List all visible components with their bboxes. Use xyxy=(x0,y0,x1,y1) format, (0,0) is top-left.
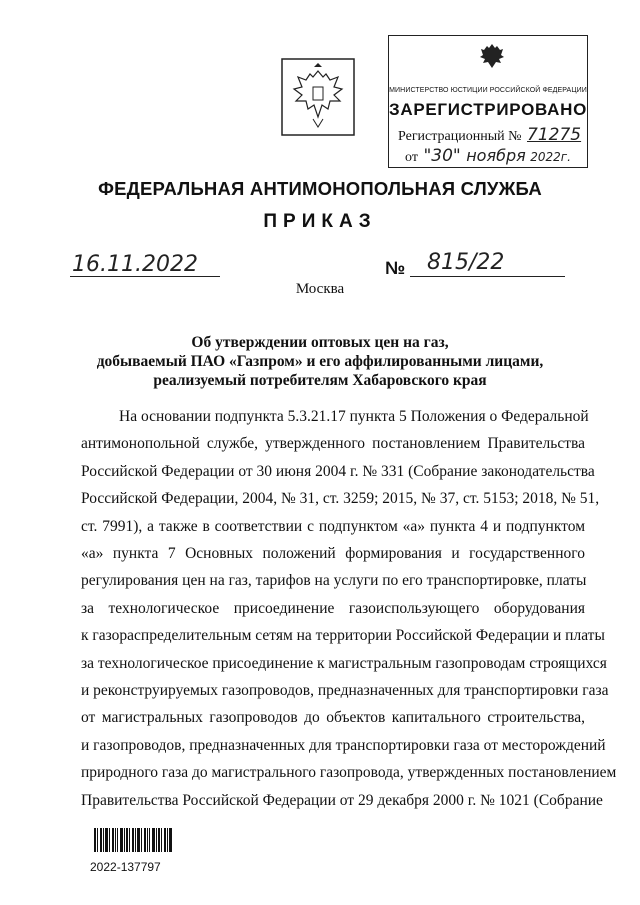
stamp-date-line xyxy=(405,146,571,166)
date-underline xyxy=(70,276,220,277)
stamp-eagle-icon xyxy=(480,40,504,70)
body-line: Правительства Российской Федерации от 29 декабря 2000 г. № 1021 (Собрание xyxy=(81,791,603,809)
body-line: природного газа до магистрального газопровода, утвержденных постановлением xyxy=(81,764,617,782)
body-line: антимонопольной службе, утвержденного постановлением Правительства xyxy=(81,435,585,453)
body-line: ст. 7991), а также в соответствии с подпунктом «а» пункта 4 и подпунктом xyxy=(81,517,585,535)
body-text xyxy=(81,403,617,814)
subject-line: реализуемый потребителям Хабаровского края xyxy=(153,372,487,389)
body-line: регулирования цен на газ, тарифов на услуги по его транспортировке, платы xyxy=(81,572,587,590)
stamp-date-day: "30" xyxy=(423,146,461,166)
number-underline xyxy=(410,276,565,277)
document-id: 2022-137797 xyxy=(90,860,161,874)
stamp-date-prefix: от xyxy=(405,150,418,165)
body-line: Российской Федерации от 30 июня 2004 г. № 331 (Собрание законодательства xyxy=(81,462,595,480)
body-line: «а» пункта 7 Основных положений формирования и государственного xyxy=(81,545,585,563)
coat-of-arms-emblem xyxy=(280,57,356,137)
subject-line: добываемый ПАО «Газпром» и его аффилированными лицами, xyxy=(96,353,544,370)
stamp-reg-number: 71275 xyxy=(527,125,582,145)
order-number-label: № xyxy=(385,258,406,278)
body-line: Российской Федерации, 2004, № 31, ст. 3259; 2015, № 37, ст. 5153; 2018, № 51, xyxy=(81,490,600,508)
barcode xyxy=(94,828,172,852)
order-subject xyxy=(0,333,640,390)
stamp-date-month: ноября xyxy=(466,146,526,165)
body-line: за технологическое присоединение газоиспользующего оборудования xyxy=(81,599,585,617)
agency-name: ФЕДЕРАЛЬНАЯ АНТИМОНОПОЛЬНАЯ СЛУЖБА xyxy=(98,178,542,199)
stamp-reg-line xyxy=(398,125,581,145)
document-type: ПРИКАЗ xyxy=(263,211,377,232)
stamp-reg-label: Регистрационный № xyxy=(398,129,522,144)
order-date: 16.11.2022 xyxy=(72,252,198,277)
subject-line: Об утверждении оптовых цен на газ, xyxy=(191,334,449,351)
stamp-status: ЗАРЕГИСТРИРОВАНО xyxy=(389,100,588,119)
city: Москва xyxy=(295,281,345,297)
body-line: и реконструируемых газопроводов, предназначенных для транспортировки газа xyxy=(81,682,609,700)
body-line: к газораспределительным сетям на территории Российской Федерации и платы xyxy=(81,627,605,645)
order-number: 815/22 xyxy=(427,250,505,275)
registration-stamp xyxy=(388,35,588,168)
body-line: На основании подпункта 5.3.21.17 пункта 5 Положения о Федеральной xyxy=(119,408,589,425)
body-line: от магистральных газопроводов до объектов капитального строительства, xyxy=(81,709,585,727)
stamp-date-year: 2022г. xyxy=(530,150,571,164)
body-line: за технологическое присоединение к магистральным газопроводам строящихся xyxy=(81,654,607,672)
body-line: и газопроводов, предназначенных для транспортировки газа от месторождений xyxy=(81,736,606,754)
stamp-ministry: МИНИСТЕРСТВО ЮСТИЦИИ РОССИЙСКОЙ ФЕДЕРАЦИИ xyxy=(389,87,587,94)
